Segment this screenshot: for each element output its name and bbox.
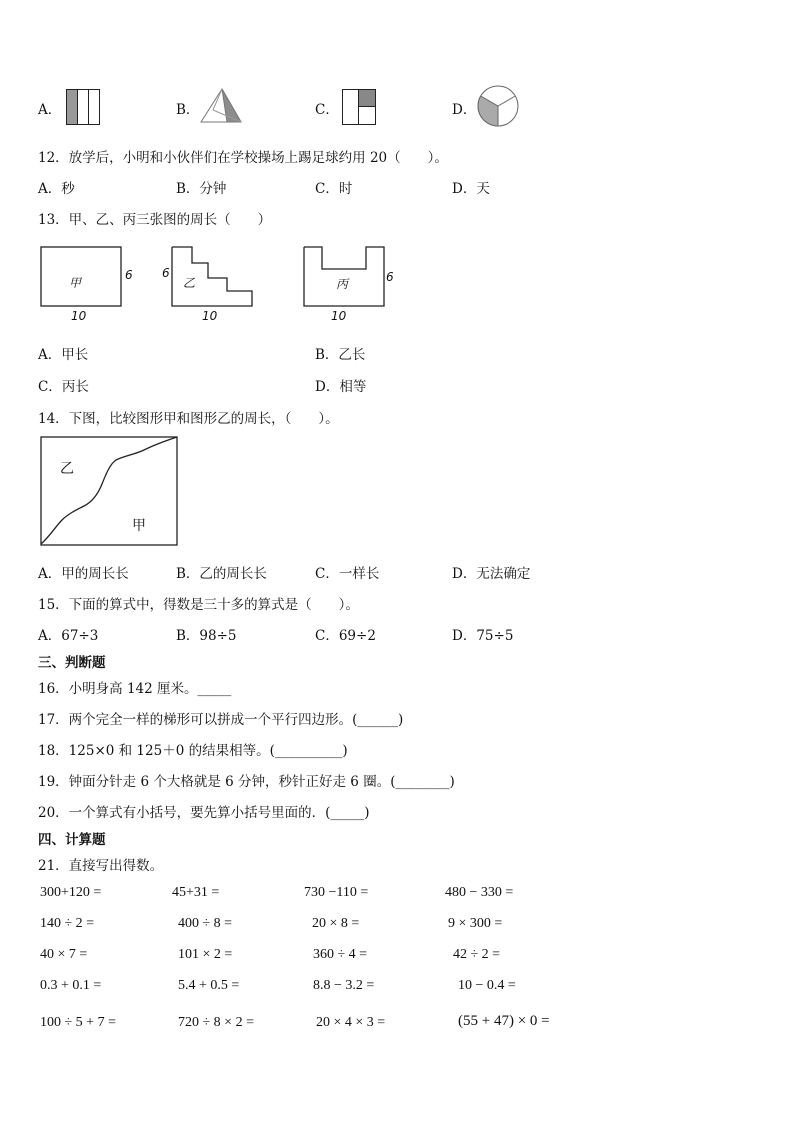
q11-option-b-label: B． xyxy=(176,102,200,118)
q14-region-yi: 乙 xyxy=(60,461,74,477)
calc-item: 8.8 − 3.2 = xyxy=(313,978,375,993)
q13-text: 13．甲、乙、丙三张图的周长（ ） xyxy=(38,212,272,228)
calc-item: 720 ÷ 8 × 2 = xyxy=(178,1015,254,1030)
q11-figure-b xyxy=(200,88,242,124)
calc-item: (55 + 47) × 0 = xyxy=(458,1013,550,1029)
q12-option-d: D．天 xyxy=(452,181,490,197)
calc-item: 20 × 8 = xyxy=(312,916,360,931)
q12-text: 12．放学后，小明和小伙伴们在学校操场上踢足球约用 20（ ）。 xyxy=(38,150,448,166)
section-judge-heading: 三、判断题 xyxy=(38,655,106,671)
q11-figure-d xyxy=(477,85,519,127)
q13-jia-height: 6 xyxy=(125,268,133,282)
q13-bing-label: 丙 xyxy=(336,277,349,291)
calc-item: 140 ÷ 2 = xyxy=(40,916,95,931)
q14-option-c: C．一样长 xyxy=(315,566,380,582)
q14-region-jia: 甲 xyxy=(132,518,146,534)
q13-option-a: A．甲长 xyxy=(38,347,89,363)
calc-item: 300+120 = xyxy=(40,885,102,900)
section-calc-heading: 四、计算题 xyxy=(38,832,106,848)
q21-text: 21．直接写出得数。 xyxy=(38,858,164,874)
calc-item: 45+31 = xyxy=(172,885,220,900)
q13-bing-height: 6 xyxy=(386,270,394,284)
q12-option-a: A．秒 xyxy=(38,181,75,197)
q11-figure-c xyxy=(342,89,376,125)
judge-item-18: 18．125×0 和 125＋0 的结果相等。(__________) xyxy=(38,743,348,759)
calc-item: 480 − 330 = xyxy=(445,885,514,900)
calc-item: 10 − 0.4 = xyxy=(458,978,516,993)
calc-item: 360 ÷ 4 = xyxy=(313,947,368,962)
calc-item: 730 −110 = xyxy=(304,885,369,900)
calc-item: 9 × 300 = xyxy=(448,916,503,931)
calc-item: 101 × 2 = xyxy=(178,947,233,962)
q15-option-d: D．75÷5 xyxy=(452,628,514,644)
q13-option-b: B．乙长 xyxy=(315,347,366,363)
calc-item: 20 × 4 × 3 = xyxy=(316,1015,386,1030)
q13-option-c: C．丙长 xyxy=(38,379,89,395)
calc-item: 40 × 7 = xyxy=(40,947,88,962)
judge-item-20: 20．一个算式有小括号，要先算小括号里面的．(_____) xyxy=(38,805,370,821)
q13-jia-width: 10 xyxy=(71,309,87,323)
q11-option-d-label: D． xyxy=(452,102,477,118)
q15-text: 15．下面的算式中，得数是三十多的算式是（ ）。 xyxy=(38,597,359,613)
q15-option-a: A．67÷3 xyxy=(38,628,99,644)
judge-item-16: 16．小明身高 142 厘米。_____ xyxy=(38,681,232,697)
q11-option-c-label: C． xyxy=(315,102,339,118)
q12-option-b: B．分钟 xyxy=(176,181,227,197)
q15-option-b: B．98÷5 xyxy=(176,628,237,644)
q11-option-a-label: A． xyxy=(38,102,62,118)
judge-item-17: 17．两个完全一样的梯形可以拼成一个平行四边形。(______) xyxy=(38,712,404,728)
q13-bing-width: 10 xyxy=(331,309,347,323)
judge-item-19: 19．钟面分针走 6 个大格就是 6 分钟，秒针正好走 6 圈。(________) xyxy=(38,774,455,790)
q15-option-c: C．69÷2 xyxy=(315,628,376,644)
calc-item: 0.3 + 0.1 = xyxy=(40,978,102,993)
q13-jia-label: 甲 xyxy=(69,276,82,290)
q14-text: 14．下图，比较图形甲和图形乙的周长，（ ）。 xyxy=(38,411,339,427)
q13-yi-height: 6 xyxy=(162,266,170,280)
calc-item: 100 ÷ 5 + 7 = xyxy=(40,1015,116,1030)
calc-item: 400 ÷ 8 = xyxy=(178,916,233,931)
q12-option-c: C．时 xyxy=(315,181,353,197)
q11-figure-a xyxy=(66,89,100,125)
q14-option-d: D．无法确定 xyxy=(452,566,531,582)
q14-figure xyxy=(40,436,180,548)
q14-option-a: A．甲的周长长 xyxy=(38,566,129,582)
q13-option-d: D．相等 xyxy=(315,379,367,395)
q13-yi-label: 乙 xyxy=(183,276,196,290)
calc-item: 5.4 + 0.5 = xyxy=(178,978,240,993)
calc-item: 42 ÷ 2 = xyxy=(453,947,501,962)
q13-yi-width: 10 xyxy=(202,309,218,323)
q14-option-b: B．乙的周长长 xyxy=(176,566,267,582)
